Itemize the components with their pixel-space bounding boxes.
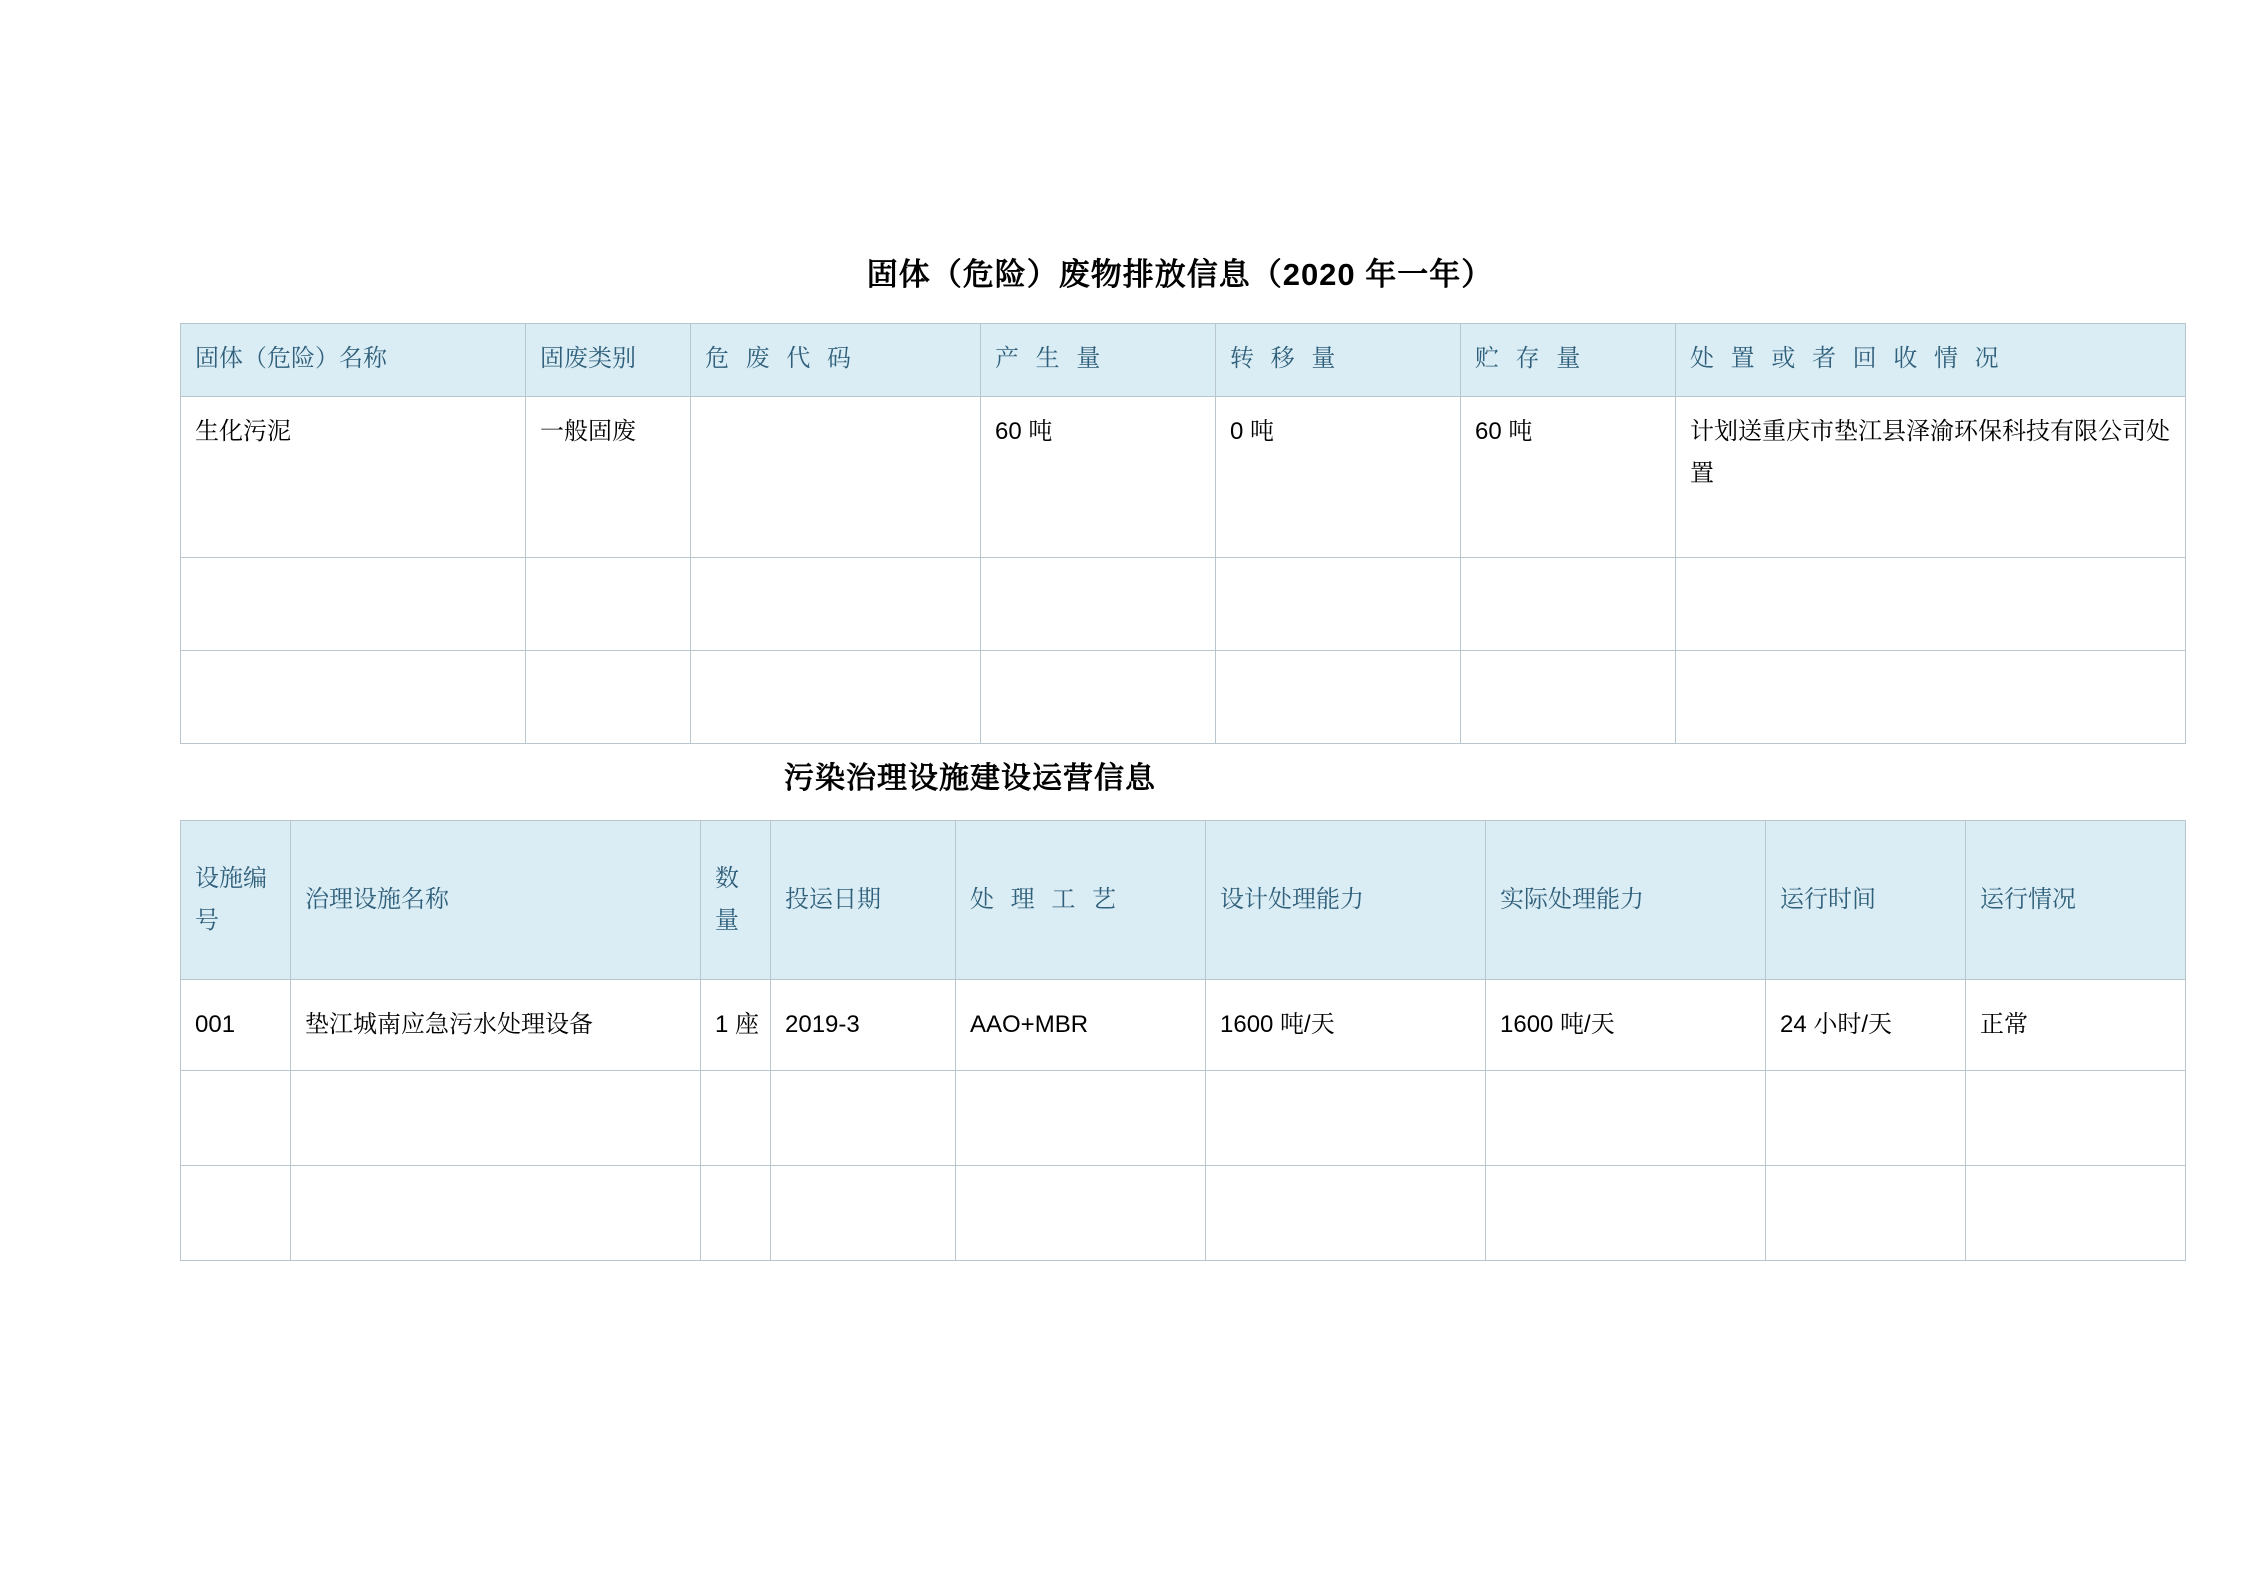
cell-commission-date: [771, 1166, 956, 1261]
table-row: [181, 397, 2186, 558]
cell-waste-name: [181, 651, 526, 744]
cell-waste-name: 生化污泥: [181, 397, 526, 558]
facility-table: [180, 820, 2186, 1261]
column-header-commission-date: 投运日期: [771, 821, 956, 980]
column-header-actual-capacity: 实际处理能力: [1486, 821, 1766, 980]
cell-actual-capacity: 1600 吨/天: [1486, 980, 1766, 1071]
cell-operating-status: 正常: [1966, 980, 2186, 1071]
cell-disposal-recovery: [1676, 558, 2186, 651]
solid-waste-table: [180, 323, 2186, 744]
column-header-facility-name: 治理设施名称: [291, 821, 701, 980]
cell-waste-category: [526, 558, 691, 651]
cell-transferred-amount: 0 吨: [1216, 397, 1461, 558]
cell-transferred-amount: [1216, 558, 1461, 651]
cell-facility-id: [181, 1166, 291, 1261]
cell-facility-name: 垫江城南应急污水处理设备: [291, 980, 701, 1071]
column-header-operating-status: 运行情况: [1966, 821, 2186, 980]
column-header-waste-name: 固体（危险）名称: [181, 324, 526, 397]
cell-operating-status: [1966, 1166, 2186, 1261]
cell-design-capacity: [1206, 1071, 1486, 1166]
cell-transferred-amount: [1216, 651, 1461, 744]
column-header-produced-amount: 产 生 量: [981, 324, 1216, 397]
cell-produced-amount: [981, 651, 1216, 744]
column-header-operating-time: 运行时间: [1766, 821, 1966, 980]
table-row: [181, 558, 2186, 651]
facility-section-title: 污染治理设施建设运营信息: [784, 762, 1156, 795]
column-header-quantity: 数量: [701, 821, 771, 980]
cell-operating-time: [1766, 1166, 1966, 1261]
column-header-disposal-recovery: 处 置 或 者 回 收 情 况: [1676, 324, 2186, 397]
cell-quantity: [701, 1166, 771, 1261]
cell-waste-category: [526, 651, 691, 744]
cell-disposal-recovery: 计划送重庆市垫江县泽渝环保科技有限公司处置: [1676, 397, 2186, 558]
table-row: [181, 1071, 2186, 1166]
cell-produced-amount: [981, 558, 1216, 651]
cell-design-capacity: [1206, 1166, 1486, 1261]
cell-waste-category: 一般固废: [526, 397, 691, 558]
cell-stored-amount: [1461, 651, 1676, 744]
cell-waste-code: [691, 558, 981, 651]
cell-treatment-process: AAO+MBR: [956, 980, 1206, 1071]
cell-actual-capacity: [1486, 1166, 1766, 1261]
column-header-design-capacity: 设计处理能力: [1206, 821, 1486, 980]
cell-treatment-process: [956, 1071, 1206, 1166]
cell-facility-name: [291, 1071, 701, 1166]
cell-waste-name: [181, 558, 526, 651]
cell-actual-capacity: [1486, 1071, 1766, 1166]
column-header-waste-code: 危 废 代 码: [691, 324, 981, 397]
column-header-stored-amount: 贮 存 量: [1461, 324, 1676, 397]
column-header-waste-category: 固废类别: [526, 324, 691, 397]
column-header-transferred-amount: 转 移 量: [1216, 324, 1461, 397]
cell-facility-name: [291, 1166, 701, 1261]
table-header-row: [181, 324, 2186, 397]
table-row: [181, 651, 2186, 744]
cell-operating-status: [1966, 1071, 2186, 1166]
cell-facility-id: 001: [181, 980, 291, 1071]
cell-commission-date: [771, 1071, 956, 1166]
column-header-facility-id: 设施编号: [181, 821, 291, 980]
column-header-treatment-process: 处 理 工 艺: [956, 821, 1206, 980]
cell-quantity: [701, 1071, 771, 1166]
cell-waste-code: [691, 397, 981, 558]
cell-treatment-process: [956, 1166, 1206, 1261]
cell-stored-amount: 60 吨: [1461, 397, 1676, 558]
table-header-row: [181, 821, 2186, 980]
cell-design-capacity: 1600 吨/天: [1206, 980, 1486, 1071]
cell-operating-time: 24 小时/天: [1766, 980, 1966, 1071]
cell-produced-amount: 60 吨: [981, 397, 1216, 558]
cell-commission-date: 2019-3: [771, 980, 956, 1071]
cell-waste-code: [691, 651, 981, 744]
cell-disposal-recovery: [1676, 651, 2186, 744]
solid-waste-section-title: 固体（危险）废物排放信息（2020 年一年）: [866, 257, 1494, 292]
cell-stored-amount: [1461, 558, 1676, 651]
table-row: [181, 980, 2186, 1071]
cell-operating-time: [1766, 1071, 1966, 1166]
cell-facility-id: [181, 1071, 291, 1166]
cell-quantity: 1 座: [701, 980, 771, 1071]
table-row: [181, 1166, 2186, 1261]
